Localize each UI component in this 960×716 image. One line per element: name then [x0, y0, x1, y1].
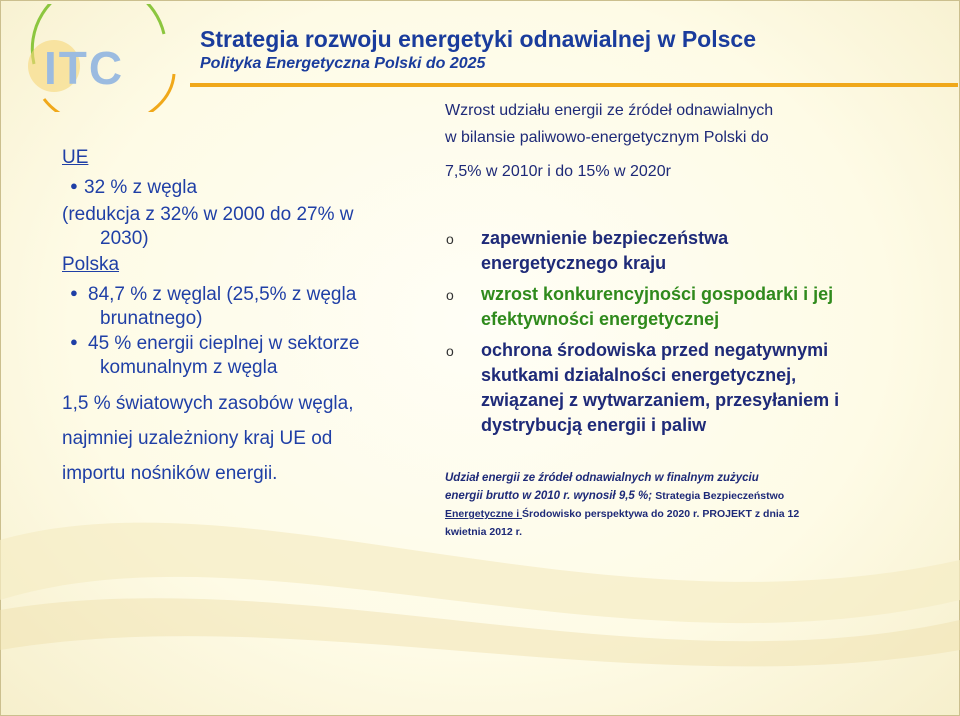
note-line1: Udział energii ze źródeł odnawialnych w finalnym zużyciu [445, 472, 759, 484]
page-title: Strategia rozwoju energetyki odnawialnej w Polsce [200, 26, 756, 52]
list-marker: o [446, 343, 454, 359]
logo-text: ITC [44, 42, 125, 94]
ue-heading: UE [62, 147, 89, 168]
item-competitiveness-line2: efektywności energetycznej [481, 309, 720, 329]
polska-heading: Polska [62, 254, 120, 275]
item-competitiveness-line1: wzrost konkurencyjności gospodarki i jej [481, 284, 834, 304]
ue-note-line1: (redukcja z 32% w 2000 do 27% w [62, 204, 354, 225]
bullet-icon: ● [70, 334, 78, 349]
item-environment-line1: ochrona środowiska przed negatywnymi [481, 340, 829, 360]
note-line4: kwietnia 2012 r. [445, 526, 523, 538]
page-subtitle: Polityka Energetyczna Polski do 2025 [200, 55, 486, 72]
polska-bullet1-line1: 84,7 % z węglal (25,5% z węgla [88, 284, 357, 305]
list-marker: o [446, 231, 454, 247]
intro-line1: Wzrost udziału energii ze źródeł odnawialnych [445, 102, 774, 119]
header-divider [190, 83, 958, 87]
note-line2 [445, 490, 784, 502]
item-environment-line3: związanej z wytwarzaniem, przesyłaniem i [481, 390, 840, 410]
itc-logo [14, 4, 186, 112]
item-security-line1: zapewnienie bezpieczeństwa [481, 228, 729, 248]
bullet-icon: ● [70, 285, 78, 300]
list-marker: o [446, 287, 454, 303]
item-environment-line2: skutkami działalności energetycznej, [481, 365, 797, 385]
polska-bullet1-line2: brunatnego) [100, 308, 203, 329]
ue-note-line2: 2030) [100, 228, 149, 249]
note-line3 [445, 508, 799, 520]
item-environment-line4: dystrybucją energii i paliw [481, 415, 707, 435]
note-line2-b: Strategia Bezpieczeństwo [655, 490, 785, 502]
intro-line2: w bilansie paliwowo-energetycznym Polski do [445, 129, 769, 146]
note-line2-a: energii brutto w 2010 r. wynosił 9,5 %; [445, 490, 656, 502]
intro-line3: 7,5% w 2010r i do 15% w 2020r [445, 163, 671, 180]
note-line3-b: Środowisko perspektywa do 2020 r. PROJEKT z dnia 12 [522, 508, 800, 520]
polska-bullet2-line1: 45 % energii cieplnej w sektorze [88, 333, 360, 354]
dependency-line: najmniej uzależniony kraj UE od [62, 428, 333, 449]
item-security-line2: energetycznego kraju [481, 253, 667, 273]
polska-bullet2-line2: komunalnym z węgla [100, 357, 278, 378]
import-line: importu nośników energii. [62, 463, 278, 484]
note-line3-a: Energetyczne i [445, 508, 523, 520]
resources-line: 1,5 % światowych zasobów węgla, [62, 393, 354, 414]
ue-bullet: 32 % z węgla [84, 177, 198, 198]
bullet-icon: ● [70, 178, 78, 193]
